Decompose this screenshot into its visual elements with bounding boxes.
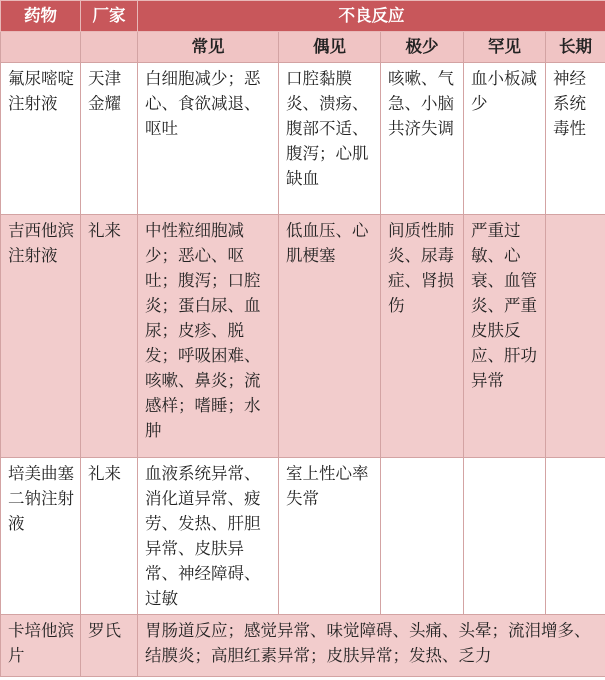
header-adverse-reactions: 不良反应 (138, 1, 605, 32)
cell-drug: 培美曲塞二钠注射液 (1, 458, 81, 615)
cell-long-term (546, 458, 605, 615)
table-header-row (1, 1, 605, 32)
table-row (1, 215, 605, 458)
cell-common: 白细胞减少；恶心、食欲减退、呕吐 (138, 63, 279, 215)
cell-maker: 礼来 (81, 458, 138, 615)
cell-very-rare: 咳嗽、气急、小脑共济失调 (381, 63, 464, 215)
cell-maker: 罗氏 (81, 615, 138, 677)
cell-merged-reactions: 胃肠道反应；感觉异常、味觉障碍、头痛、头晕；流泪增多、结膜炎；高胆红素异常；皮肤异常；发热、乏力 (138, 615, 605, 677)
cell-long-term: 神经系统毒性 (546, 63, 605, 215)
cell-rare: 血小板减少 (464, 63, 546, 215)
cell-drug: 卡培他滨片 (1, 615, 81, 677)
cell-maker: 天津金耀 (81, 63, 138, 215)
table-row (1, 63, 605, 215)
cell-common: 血液系统异常、消化道异常、疲劳、发热、肝胆异常、皮肤异常、神经障碍、过敏 (138, 458, 279, 615)
cell-long-term (546, 215, 605, 458)
subheader-very-rare: 极少 (381, 32, 464, 63)
table-row (1, 615, 605, 677)
cell-very-rare (381, 458, 464, 615)
subheader-long-term: 长期 (546, 32, 605, 63)
subheader-occasional: 偶见 (279, 32, 381, 63)
cell-occasional: 口腔黏膜炎、溃疡、腹部不适、腹泻；心肌缺血 (279, 63, 381, 215)
cell-very-rare: 间质性肺炎、尿毒症、肾损伤 (381, 215, 464, 458)
cell-drug: 吉西他滨注射液 (1, 215, 81, 458)
cell-rare (464, 458, 546, 615)
table-subheader-row (1, 32, 605, 63)
header-maker: 厂家 (81, 1, 138, 32)
header-drug: 药物 (1, 1, 81, 32)
subheader-blank-maker (81, 32, 138, 63)
table-row (1, 458, 605, 615)
cell-common: 中性粒细胞减少；恶心、呕吐；腹泻；口腔炎；蛋白尿、血尿；皮疹、脱发；呼吸困难、咳嗽、鼻炎；流感样；嗜睡；水肿 (138, 215, 279, 458)
cell-occasional: 低血压、心肌梗塞 (279, 215, 381, 458)
subheader-rare: 罕见 (464, 32, 546, 63)
cell-drug: 氟尿嘧啶注射液 (1, 63, 81, 215)
cell-occasional: 室上性心率失常 (279, 458, 381, 615)
cell-rare: 严重过敏、心衰、血管炎、严重皮肤反应、肝功异常 (464, 215, 546, 458)
cell-maker: 礼来 (81, 215, 138, 458)
subheader-blank-drug (1, 32, 81, 63)
subheader-common: 常见 (138, 32, 279, 63)
